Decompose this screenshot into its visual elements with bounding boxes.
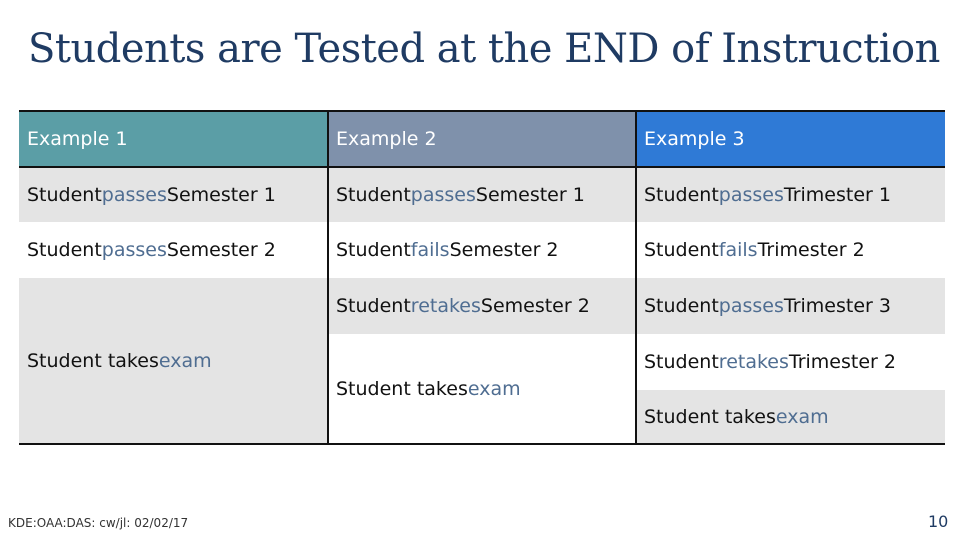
table-bottom-border bbox=[19, 443, 945, 445]
cell-text: Student takes bbox=[644, 406, 776, 428]
table-cell bbox=[19, 168, 328, 222]
cell-keyword: passes bbox=[718, 184, 784, 206]
cell-text: Student bbox=[336, 295, 411, 317]
header-example-1: Example 1 bbox=[19, 112, 328, 166]
header-example-3: Example 3 bbox=[636, 112, 945, 166]
table-cell bbox=[19, 222, 328, 278]
cell-text: Student bbox=[27, 239, 102, 261]
cell-text: Student bbox=[336, 239, 411, 261]
table-cell bbox=[636, 278, 945, 334]
cell-text: Trimester 2 bbox=[788, 351, 896, 373]
cell-keyword: passes bbox=[410, 184, 476, 206]
header-example-2: Example 2 bbox=[328, 112, 636, 166]
cell-text: Trimester 3 bbox=[783, 295, 891, 317]
cell-keyword: passes bbox=[101, 184, 167, 206]
table-cell bbox=[328, 334, 636, 444]
table-cell bbox=[19, 278, 328, 444]
cell-text: Student bbox=[336, 184, 411, 206]
cell-text: Student bbox=[27, 184, 102, 206]
cell-text: Trimester 1 bbox=[783, 184, 891, 206]
cell-text: Student bbox=[644, 351, 719, 373]
cell-text: Trimester 2 bbox=[757, 239, 865, 261]
cell-keyword: fails bbox=[410, 239, 450, 261]
cell-keyword: retakes bbox=[410, 295, 481, 317]
cell-text: Student bbox=[644, 239, 719, 261]
slide-footer: KDE:OAA:DAS: cw/jl: 02/02/17 bbox=[8, 516, 189, 530]
cell-keyword: passes bbox=[101, 239, 167, 261]
cell-text: Semester 2 bbox=[480, 295, 590, 317]
cell-text: Student takes bbox=[336, 378, 468, 400]
table-cell bbox=[636, 222, 945, 278]
table-cell bbox=[328, 278, 636, 334]
column-divider bbox=[327, 110, 329, 445]
cell-text: Student takes bbox=[27, 350, 159, 372]
page-number: 10 bbox=[928, 512, 949, 531]
table-cell bbox=[636, 390, 945, 444]
cell-text: Student bbox=[644, 295, 719, 317]
cell-keyword: fails bbox=[718, 239, 758, 261]
cell-text: Semester 2 bbox=[449, 239, 559, 261]
cell-text: Student bbox=[644, 184, 719, 206]
cell-keyword: exam bbox=[775, 406, 829, 428]
table-cell bbox=[328, 168, 636, 222]
cell-text: Semester 1 bbox=[475, 184, 585, 206]
table-top-border bbox=[19, 110, 945, 112]
slide-title: Students are Tested at the END of Instruction bbox=[28, 26, 940, 72]
cell-keyword: passes bbox=[718, 295, 784, 317]
cell-text: Semester 1 bbox=[166, 184, 276, 206]
cell-keyword: retakes bbox=[718, 351, 789, 373]
table-cell bbox=[636, 168, 945, 222]
table-cell bbox=[636, 334, 945, 390]
table-cell bbox=[328, 222, 636, 278]
cell-keyword: exam bbox=[467, 378, 521, 400]
cell-text: Semester 2 bbox=[166, 239, 276, 261]
cell-keyword: exam bbox=[158, 350, 212, 372]
header-separator bbox=[19, 166, 945, 168]
column-divider bbox=[635, 110, 637, 445]
